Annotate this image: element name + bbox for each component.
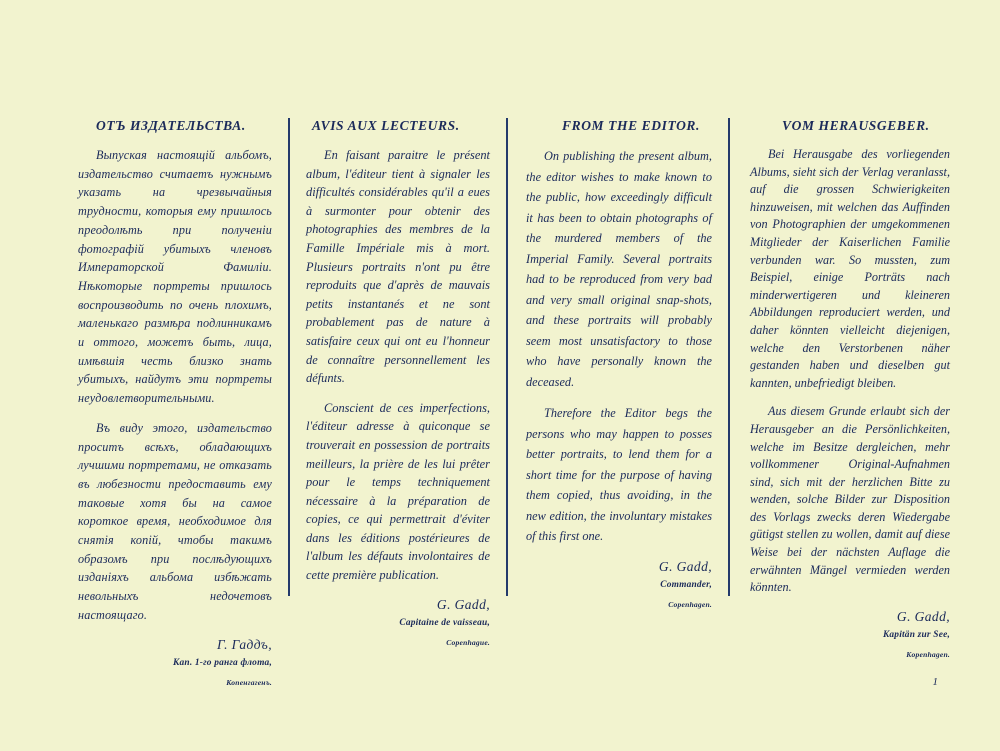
signature-city-russian: Копенгагенъ. — [226, 677, 272, 687]
page-number: 1 — [932, 676, 938, 688]
heading-russian: ОТЪ ИЗДАТЕЛЬСТВА. — [96, 118, 246, 133]
column-french — [300, 118, 496, 647]
paragraph-french-2: Conscient de ces imperfections, l'éditeur adresse à quiconque se trouverait en possession de portraits meilleurs, la prière de les lui prêter pour le temps techniquement nécessaire à la préparation de copies, ce qui permettrait d'éviter dans les éditions postérieures de l'album les défauts involontaires de cette première publication. — [306, 400, 490, 583]
paragraph-russian-2: Въ виду этого, издательство проситъ всѣхъ, обладающихъ лучшими портретами, не отказать въ любезности предоставить ему таковые хотя бы на самое короткое время, необходимое для снятiя копiй, чтобы такимъ образомъ при послѣдующихъ изданiяхъ альбома избѣжать невольныхъ недочетовъ настоящаго. — [78, 420, 272, 622]
heading-german: VOM HERAUSGEBER. — [782, 118, 930, 133]
paragraph-german-2: Aus diesem Grunde erlaubt sich der Herausgeber an die Persönlichkeiten, welche im Besitze dergleichen, mehr vollkommener Original-Aufnahmen sind, sich mit der herzlichen Bitte zu wenden, solche Bilder zur Disposition des Vorlags zwecks deren Wiedergabe gütigst stellen zu wollen, damit auf diese Weise bei der nächsten Auflage die erwähnten Mängel vermieden werden könnten. — [750, 404, 950, 595]
column-divider-1 — [288, 118, 290, 596]
heading-english: FROM THE EDITOR. — [562, 118, 701, 133]
signature-city-french: Copenhague. — [446, 637, 490, 647]
signature-rank-french: Capitaine de vaisseau, — [399, 617, 490, 628]
column-german — [740, 118, 950, 659]
signature-city-english: Copenhagen. — [668, 599, 712, 609]
column-layout — [78, 118, 950, 687]
column-english — [518, 118, 718, 608]
signature-rank-russian: Кап. 1-го ранга флота, — [172, 657, 272, 668]
paragraph-english-1: On publishing the present album, the editor wishes to make known to the public, how exceedingly difficult it has been to obtain photographs of the murdered members of the Imperial Family. Several portraits had to be reproduced from very bad and very small original snap-shots, and these portraits will probably seem most unsatisfactory to those who have personally known the deceased. — [526, 149, 712, 389]
signature-name-english: G. Gadd, — [658, 558, 712, 574]
signature-name-german: G. Gadd, — [896, 608, 950, 624]
heading-french: AVIS AUX LECTEURS. — [312, 118, 460, 133]
signature-name-russian: Г. Гаддъ, — [217, 636, 272, 652]
signature-german — [750, 608, 950, 663]
signature-russian — [78, 636, 272, 691]
column-russian — [78, 118, 278, 687]
signature-city-german: Kopenhagen. — [906, 649, 950, 659]
column-divider-2 — [506, 118, 508, 596]
signature-english — [526, 558, 712, 613]
signature-rank-english: Commander, — [660, 579, 712, 590]
paragraph-german-1: Bei Herausgabe des vorliegenden Albums, sieht sich der Verlag veranlasst, auf die grossen Schwierigkeiten hinzuweisen, mit welchen das Auffinden von Photographien der umgekommenen Mitglieder der Kaiserlichen Familie verbunden war. So mussten, zum Beispiel, einige Porträts nach minderwertigeren und kleineren Abbildungen reproduciert werden, und daher könnten vielleicht diejenigen, welche den Verstorbenen näher gestanden haben und dieselben gut kannten, unbefriedigt bleiben. — [750, 147, 950, 390]
signature-french — [306, 596, 490, 651]
paragraph-english-2: Therefore the Editor begs the persons who may happen to posses better portraits, to lend them for a short time for the purpose of having them copied, thus avoiding, in the new edition, the involuntary mistakes of this first one. — [526, 406, 712, 543]
signature-rank-german: Kapitän zur See, — [882, 629, 950, 640]
signature-name-french: G. Gadd, — [436, 596, 490, 612]
paragraph-russian-1: Выпуская настоящiй альбомъ, издательство считаетъ нужнымъ указать на чрезвычайныя трудности, которыя ему пришлось преодолѣть при полученiи фотографiй убитыхъ членовъ Императорской Фамилiи. Нѣкоторые портреты пришлось воспроизводить по очень плохимъ, маленькаго размѣра подлинникамъ и оттого, можетъ быть, лица, имѣвшiя честь близко знать убитыхъ, найдутъ эти портреты неудовлетворительными. — [78, 148, 272, 406]
column-divider-3 — [728, 118, 730, 596]
paragraph-french-1: En faisant paraitre le présent album, l'éditeur tient à signaler les difficultés considérables qu'il a eues à surmonter pour obtenir des photographies des membres de la Famille Impériale mis à mort. Plusieurs portraits n'ont pu être reproduits que d'après de mauvais petits instantanés et ne sont probablement pas de nature à satisfaire ceux qui ont eu l'honneur de connaître personnellement les défunts. — [306, 148, 490, 386]
